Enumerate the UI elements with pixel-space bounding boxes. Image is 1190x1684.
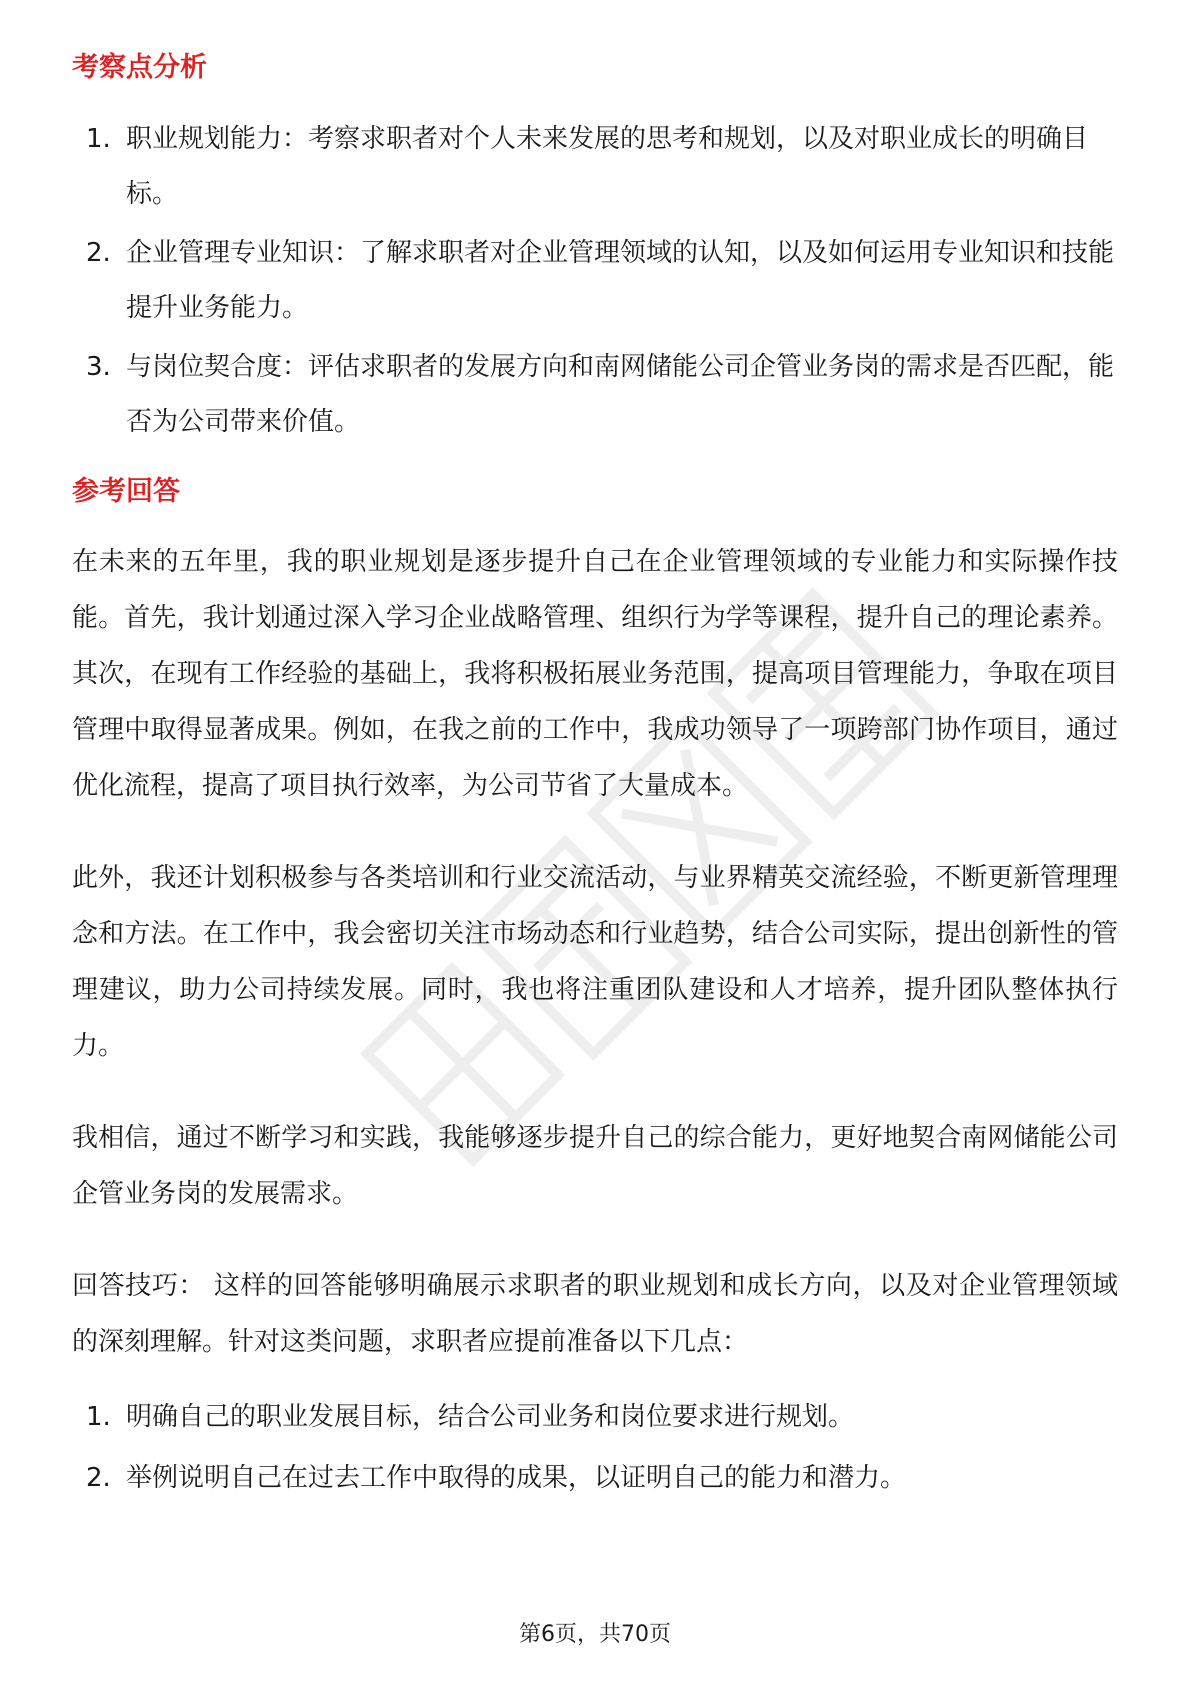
list-item-text: 举例说明自己在过去工作中取得的成果，以证明自己的能力和潜力。 <box>126 1463 907 1493</box>
list-item <box>72 112 1118 222</box>
tips-list <box>72 1390 1118 1506</box>
list-item-number: 2. <box>86 238 111 268</box>
analysis-list <box>72 112 1118 450</box>
list-item-text: 职业规划能力：考察求职者对个人未来发展的思考和规划，以及对职业成长的明确目标。 <box>126 124 1089 209</box>
list-item-number: 1. <box>86 1402 111 1432</box>
tips-paragraph: 回答技巧： 这样的回答能够明确展示求职者的职业规划和成长方向，以及对企业管理领域的深刻理解。针对这类问题，求职者应提前准备以下几点： <box>72 1271 1118 1357</box>
list-item <box>72 226 1118 336</box>
analysis-heading: 考察点分析 <box>72 52 207 83</box>
answer-paragraph: 在未来的五年里，我的职业规划是逐步提升自己在企业管理领域的专业能力和实际操作技能。首先，我计划通过深入学习企业战略管理、组织行为学等课程，提升自己的理论素养。其次，在现有工作经验的基础上，我将积极拓展业务范围，提高项目管理能力，争取在项目管理中取得显著成果。例如，在我之前的工作中，我成功领导了一项跨部门协作项目，通过优化流程，提高了项目执行效率，为公司节省了大量成本。 <box>72 547 1118 801</box>
list-item-number: 3. <box>86 352 111 382</box>
list-item <box>72 1390 1118 1445</box>
page-footer: 第6页，共70页 <box>519 1622 671 1647</box>
answer-heading: 参考回答 <box>72 476 180 507</box>
list-item-text: 明确自己的职业发展目标，结合公司业务和岗位要求进行规划。 <box>126 1402 855 1432</box>
answer-paragraph: 我相信，通过不断学习和实践，我能够逐步提升自己的综合能力，更好地契合南网储能公司企管业务岗的发展需求。 <box>72 1123 1118 1209</box>
list-item <box>72 340 1118 450</box>
list-item-text: 企业管理专业知识：了解求职者对企业管理领域的认知，以及如何运用专业知识和技能提升业务能力。 <box>126 238 1115 323</box>
list-item <box>72 1451 1118 1506</box>
list-item-number: 2. <box>86 1463 111 1493</box>
content-area <box>72 48 1118 1512</box>
list-item-number: 1. <box>86 124 111 154</box>
answer-paragraph: 此外，我还计划积极参与各类培训和行业交流活动，与业界精英交流经验，不断更新管理理念和方法。在工作中，我会密切关注市场动态和行业趋势，结合公司实际，提出创新性的管理建议，助力公司持续发展。同时，我也将注重团队建设和人才培养，提升团队整体执行力。 <box>72 863 1118 1061</box>
list-item-text: 与岗位契合度：评估求职者的发展方向和南网储能公司企管业务岗的需求是否匹配，能否为公司带来价值。 <box>126 352 1115 437</box>
